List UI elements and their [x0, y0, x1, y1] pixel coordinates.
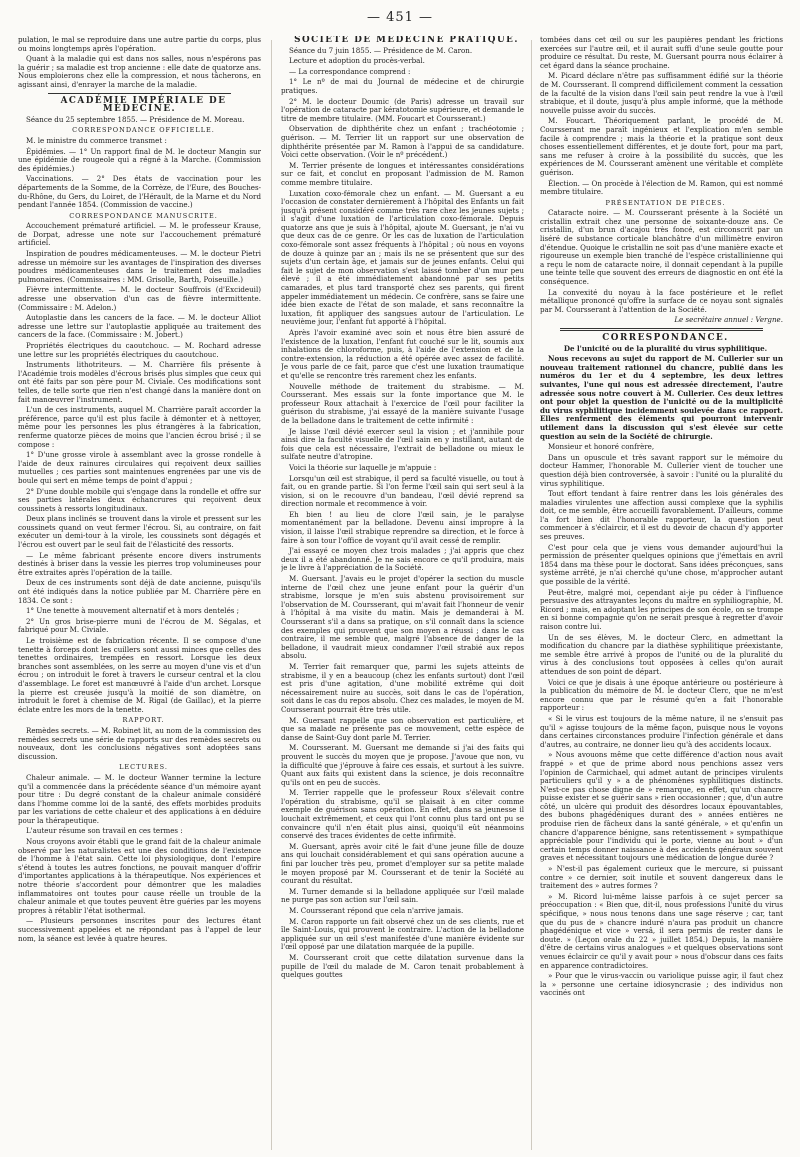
column-right	[540, 36, 783, 1148]
paragraph: M. Picard déclare n'être pas suffisamment édifié sur la théorie de M. Coursserant. Il comprend difficilement comment la cessation de la faculté de la vision dans l'œil sain peut rendre la vue à l'œil strabique, et il doute, jusqu'à plus ample informé, que la méthode nouvelle puisse avoir du succès.	[540, 71, 783, 115]
column-divider	[271, 40, 272, 1150]
paragraph: Vaccinations. — 2° Des états de vaccination pour les départements de la Somme, de la Corrèze, de l'Eure, des Bouches-du-Rhône, du Gers, du Loiret, de l'Hérault, de la Marne et du Nord pendant l'année 1854. (Commission de vaccine.)	[18, 174, 261, 210]
paragraph: — Le même fabricant présente encore divers instruments destinés à briser dans la vessie les pierres trop volumineuses pour être extraites après l'opération de la taille.	[18, 550, 261, 577]
secretary-signature: Le secrétaire annuel : Vergne.	[674, 315, 783, 325]
paragraph: Quant à la maladie qui est dans nos salles, nous n'espérons pas la guérir ; sa maladie est trop ancienne : elle date de quatorze ans. Nous emploierons chez elle la compression, et nous tâcherons, en agissant ainsi, d'enrayer la marche de la maladie.	[18, 54, 261, 89]
paragraph: L'auteur résume son travail en ces termes :	[26, 826, 183, 836]
page-number: — 451 —	[366, 10, 434, 25]
paragraph: Chaleur animale. — M. le docteur Wanner termine la lecture qu'il a commencée dans la précédente séance d'un mémoire ayant pour titre : Du degré constant de la chaleur animale considéré dans l'homme comme loi de la santé, des effets morbides produits par les variations de cette chaleur et des applications à en déduire pour la thérapeutique.	[18, 772, 261, 825]
paragraph: M. le ministre du commerce transmet :	[26, 135, 167, 145]
divider	[48, 93, 231, 94]
paragraph: J'ai essayé ce moyen chez trois malades ; j'ai appris que chez deux il a été abandonné. Je ne sais encore ce qu'il produira, mais je le livre à l'appréciation de la Société.	[281, 546, 524, 573]
paragraph: M. Guersant. J'avais eu le projet d'opérer la section du muscle interne de l'œil chez une jeune enfant pour la guérir d'un strabisme, lorsque je m'en suis abstenu provisoirement sur l'observation de M. Coursserant, qui m'avait fait l'honneur de venir à l'hôpital à ma visite du matin. Mais je demanderai à M. Coursserant s'il a dans sa pratique, on s'il connaît dans la science des exemples qui prouvent que son moyen a réussi ; dans le cas contraire, il me semble que, malgré l'absence de danger de la belladone, il vaudrait mieux condamner l'œil strabié aux repos absolu.	[281, 574, 524, 661]
divider	[560, 328, 763, 331]
paragraph: C'est pour cela que je viens vous demander aujourd'hui la permission de présenter quelques opinions que j'émettais en avril 1854 dans ma thèse pour le doctorat. Sans idées préconçues, sans système arrêté, je n'ai cherché qu'une chose, m'approcher autant que possible de la vérité.	[540, 542, 783, 587]
paragraph: Nouvelle méthode de traitement du strabisme. — M. Coursserant. Mes essais sur la fonte importance que M. le professeur Roux attachait à l'exercice de l'œil pour faciliter la guérison du strabisme, j'ai essayé de la manière suivante l'usage de la belladone dans le traitement de cette infirmité :	[281, 381, 524, 425]
paragraph: M. Guersant rappelle que son observation est particulière, et que sa malade ne présente pas ce mouvement, cette espèce de danse de Saint-Guy dont parle M. Terrier.	[281, 715, 524, 742]
session-line: Séance du 7 juin 1855. — Présidence de M. Caron.	[289, 45, 473, 55]
paragraph: M. Turner demande si la belladone appliquée sur l'œil malade ne purge pas son action sur l'œil sain.	[281, 886, 524, 905]
paragraph: — La correspondance comprend :	[289, 66, 411, 76]
paragraph: M. Coursserant. M. Guersant me demande si j'ai des faits qui prouvent le succès du moyen que je propose. J'avoue que non, vu la difficulté que j'éprouve à faire ces essais, et surtout à les suivre. Quant aux faits qui existent dans la science, je dois reconnaître qu'ils ont en peu de succès.	[281, 743, 524, 787]
paragraph: Deux de ces instruments sont déjà de date ancienne, puisqu'ils ont été indiqués dans la notice publiée par M. Charrière père en 1834. Ce sont :	[18, 578, 261, 605]
paragraph: Je laisse l'œil dévié exercer seul la vision ; et j'annihile pour ainsi dire la faculté visuelle de l'œil sain en y instillant, autant de fois que cela est nécessaire, l'extrait de belladone ou mieux le sulfate neutre d'atropine.	[281, 426, 524, 462]
column-middle	[281, 36, 524, 1148]
paragraph: Observation de diphthérite chez un enfant ; trachéotomie ; guérison. — M. Terrier lit un rapport sur une observation de diphthérite présentée par M. Ramon à l'appui de sa candidature. Voici cette observation. (Voir le nº précédent.)	[281, 124, 524, 160]
paragraph: 1° Une tenette à mouvement alternatif et à mors dentelés ;	[26, 606, 240, 616]
paragraph: Lecture et adoption du procès-verbal.	[289, 56, 425, 66]
column-left	[18, 36, 261, 1148]
section-title-society: SOCIÉTÉ DE MÉDECINE PRATIQUE.	[294, 36, 519, 45]
paragraph: Voici la théorie sur laquelle je m'appuie :	[289, 462, 437, 472]
paragraph: Instruments lithotriteurs. — M. Charrière fils présente à l'Académie trois modèles d'écrous brisés plus simples que ceux qui ont été faits par son père pour M. Civiale. Ces modifications sont telles, de telle sorte que rien n'est changé dans la manière dont on fait manœuvrer l'instrument.	[18, 360, 261, 404]
paragraph: Cataracte noire. — M. Coursserant présente à la Société un cristallin extrait chez une personne de soixante-douze ans. Ce cristallin, d'un brun d'acajou très foncé, est circonscrit par un liséré de substance corticale blanchâtre d'un millimètre environ d'étendue. Quoique le cristallin ne soit pas d'une manière exacte et rigoureuse un exemple bien tranché de l'espèce cristallinienne qui a reçu le nom de cataracte noire, il donnait cependant à la pupille une teinte telle que souvent des erreurs de diagnostic en ont été la conséquence.	[540, 208, 783, 287]
paragraph: 2° Un gros brise-pierre muni de l'écrou de M. Ségalas, et fabriqué pour M. Civiale.	[18, 616, 261, 635]
subheading-pieces: PRÉSENTATION DE PIÈCES.	[605, 198, 726, 207]
paragraph: Nous recevons au sujet du rapport de M. Cullerier sur un nouveau traitement rationnel du chancre, publié dans les numéros du 1er et du 4 septembre, les deux lettres suivantes, l'une qui nous est adressée directement, l'autre adressée sous notre couvert à M. Cullerier. Ces deux lettres ont pour objet la question de l'unicité ou de la multiplicité du virus syphilitique incidemment soulevée dans ce rapport. Elles renferment des éléments qui pourront intervenir utilement dans la discussion qui s'est élevée sur cette question au sein de la Société de chirurgie.	[540, 354, 783, 441]
paragraph: — Plusieurs personnes inscrites pour des lectures étant successivement appelées et ne répondant pas à l'appel de leur nom, la séance est levée à quatre heures.	[18, 916, 261, 943]
paragraph: M. Terrier rappelle que le professeur Roux s'élevait contre l'opération du strabisme, qu'il se plaisait à en citer comme exemple de guérison sans opération. En effet, dans sa jeunesse il louchait extrêmement, et ceux qui l'ont connu plus tard ont pu se convaincre qu'il n'en était plus ainsi, quoiqu'il eût néanmoins conservé des traces évidentes de cette infirmité.	[281, 788, 524, 841]
paragraph: 1° Le nº de mai du Journal de médecine et de chirurgie pratiques.	[281, 77, 524, 95]
paragraph: L'un de ces instruments, auquel M. Charrière paraît accorder la préférence, parce qu'il est plus facile à démonter et à nettoyer, même pour les personnes les plus étrangères à la fabrication, renferme quatorze pièces de moins que l'ancien écrou brisé ; il se compose :	[18, 405, 261, 449]
subheading-official-corr: CORRESPONDANCE OFFICIELLE.	[72, 126, 215, 135]
paragraph: Voici ce que je disais à une époque antérieure ou postérieure à la publication du mémoire de M. le docteur Clerc, que ne m'est encore connu que par le résumé qu'en a fait l'honorable rapporteur :	[540, 677, 783, 713]
paragraph: Inspiration de poudres médicamenteuses. — M. le docteur Pietri adresse un mémoire sur les avantages de l'inspiration des diverses poudres médicamenteuses dans le traitement des maladies pulmonaires. (Commissaires : MM. Grisolle, Barth, Poiseuille.)	[18, 249, 261, 284]
paragraph: M. Coursserant croit que cette dilatation survenue dans la pupille de l'œil du malade de M. Caron tenait probablement à quelques gouttes	[281, 952, 524, 980]
paragraph: » Nous avouons même que cette différence d'action nous avait frappé » et que de prime abord nous penchions assez vers l'opinion de Carmichael, qui admet autant de principes virulents particuliers qu'il y » a de phénomènes syphilitiques distincts. N'est-ce pas chose digne de » remarque, en effet, qu'un chancre puisse exister et se guérir sans » rien occasionner ; que, d'un autre côté, un ulcère qui produit des désordres locaux épouvantables, des bubons phagédéniques durant des » années entières ne produise rien de fâcheux dans la santé générale, » et qu'enfin un chancre d'apparence bénigne, sans retentissement » sympathique appréciable pour l'individu qui le porte, vienne au bout » d'un certain temps donner naissance à des accidents généraux souvent graves et nécessitant toujours une médication de longue durée ?	[540, 750, 783, 863]
paragraph: 2° M. le docteur Doumic (de Paris) adresse un travail sur l'opération de cataracte par kératotomie supérieure, et demande le titre de membre titulaire. (MM. Foucart et Coursserant.)	[281, 96, 524, 123]
paragraph: M. Guersant, après avoir cité le fait d'une jeune fille de douze ans qui louchait considérablement et qui sans opération aucune a fini par loucher très peu, promet d'employer sur sa petite malade le moyen proposé par M. Coursserant et de tenir la Société au courant du résultat.	[281, 841, 524, 886]
paragraph: pulation, le mal se reproduire dans une autre partie du corps, plus ou moins longtemps après l'opération.	[18, 36, 261, 53]
paragraph: Fièvre intermittente. — M. le docteur Souffrois (d'Excideuil) adresse une observation d'un cas de fièvre intermittente. (Commissaire : M. Adelon.)	[18, 285, 261, 312]
paragraph: « Si le virus est toujours de la même nature, il ne s'ensuit pas qu'il » agisse toujours de la même façon, puisque nous le voyons dans certaines circonstances produire l'infection générale et dans d'autres, au contraire, ne donner lieu qu'à des accidents locaux.	[540, 713, 783, 749]
session-line: Séance du 25 septembre 1855. — Présidence de M. Moreau.	[26, 114, 245, 124]
paragraph: Luxation coxo-fémorale chez un enfant. — M. Guersant a eu l'occasion de constater dernièrement à l'hôpital des Enfants un fait jusqu'à présent considéré comme très rare chez les jeunes sujets ; il s'agit d'une luxation de l'articulation coxo-fémorale. Depuis quatorze ans que je suis à l'hôpital, ajoute M. Guersant, je n'ai vu que deux cas de ce genre. Or les cas de luxation de l'articulation coxo-fémorale sont assez fréquents à l'hôpital ; où nous en voyons de douze à quinze par an ; mais ils ne se présentent que sur des sujets d'un certain âge, et jamais sur de jeunes enfants. Celui qui fait le sujet de mon observation s'est laissé tomber d'un mur peu élevé ; il a été immédiatement abandonné par ses petits camarades, et plus tard transporté chez ses parents, qui firent appeler immédiatement un médecin. Ce confrère, sans se faire une idée bien exacte de l'état de son malade, et sans reconnaître la luxation, fit appliquer des sangsues autour de l'articulation. Le neuvième jour, l'enfant fut apporté à l'hôpital.	[281, 188, 524, 327]
paragraph: Élection. — On procède à l'élection de M. Ramon, qui est nommé membre titulaire.	[540, 178, 783, 197]
paragraph: Monsieur et honoré confrère,	[548, 442, 655, 452]
subheading-lectures: LECTURES.	[119, 763, 168, 772]
paragraph: » M. Ricord lui-même laisse parfois à ce sujet percer sa préoccupation : « Bien que, dit-il, nous professions l'unité du virus spécifique, » nous nous tenons dans une sage réserve ; car, tant que du pus de » chancre induré n'aura pas produit un chancre phagédénique et vice » versâ, il sera permis de rester dans le doute. » (Leçon orale du 22 » juillet 1854.) Depuis, la manière d'être de certains virus analogues » et quelques observations sont venues éclaircir ce qu'il y avait pour » nous d'obscur dans ces faits en apparence contradictoires.	[540, 891, 783, 970]
paragraph: Dans un opuscule et très savant rapport sur le mémoire du docteur Hammer, l'honorable M. Cullerier vient de toucher une question déjà bien controversée, à savoir : l'unité ou la pluralité du virus syphilitique.	[540, 452, 783, 488]
paragraph: Épidémies. — 1° Un rapport final de M. le docteur Mangin sur une épidémie de rougeole qui a régné à la Marche. (Commission des épidémies.)	[18, 146, 261, 173]
paragraph: Accouchement prématuré artificiel. — M. le professeur Krause, de Dorpat, adresse une note sur l'accouchement prématuré artificiel.	[18, 221, 261, 248]
paragraph: » N'est-il pas également curieux que le mercure, si puissant contre » ce dernier, soit inutile et souvent dangereux dans le traitement des » autres formes ?	[540, 864, 783, 891]
section-title-correspondance: CORRESPONDANCE.	[602, 333, 729, 343]
paragraph: 2° D'une double mobile qui s'engage dans la rondelle et offre sur ses parties latérales deux échancrures qui reçoivent deux coussinets à ressorts longitudinaux.	[18, 486, 261, 513]
paragraph: Propriétés électriques du caoutchouc. — M. Rochard adresse une lettre sur les propriétés électriques du caoutchouc.	[18, 341, 261, 359]
paragraph: tombées dans cet œil ou sur les paupières pendant les frictions exercées sur l'autre œil, et il aurait suffi d'une seule goutte pour produire ce résultat. Du reste, M. Guersant pourra nous éclairer à cet égard dans la séance prochaine.	[540, 36, 783, 70]
paragraph: Remèdes secrets. — M. Robinet lit, au nom de la commission des remèdes secrets une série de rapports sur des remèdes secrets ou nouveaux, dont les conclusions négatives sont adoptées sans discussion.	[18, 725, 261, 761]
paragraph: Un de ses élèves, M. le docteur Clerc, en admettant la modification du chancre par la diathèse syphilitique préexistante, me semble être arrivé à propos de l'unité ou de la pluralité du virus à des conclusions tout opposées à celles qu'on aurait attendues de son point de départ.	[540, 632, 783, 676]
paragraph: Tout effort tendant à faire rentrer dans les lois générales des maladies virulentes une affection aussi complexe que la syphilis doit, ce me semble, être accueilli favorablement. D'ailleurs, comme l'a fort bien dit l'honorable rapporteur, la question peut commencer à s'éclaircir, et il est du devoir de chacun d'y apporter ses preuves.	[540, 489, 783, 542]
subheading-rapport: RAPPORT.	[122, 716, 165, 725]
paragraph: Autoplastie dans les cancers de la face. — M. le docteur Alliot adresse une lettre sur l'autoplastie appliquée au traitement des cancers de la face. (Commissaire : M. Jobert.)	[18, 313, 261, 340]
paragraph: M. Terrier fait remarquer que, parmi les sujets atteints de strabisme, il y en a beaucoup (chez les enfants surtout) dont l'œil est pris d'une agitation, d'une mobilité extrême qui doit nécessairement nuire au succès, soit dans le cas de l'opération, soit dans le cas du repos absolu. Chez ces malades, le moyen de M. Coursserant pourrait être très utile.	[281, 661, 524, 714]
paragraph: Nous croyons avoir établi que le grand fait de la chaleur animale observé par les naturalistes est une des conditions de l'existence de l'homme à l'état sain. Cette loi physiologique, dont l'empire s'étend à toutes les autres fonctions, ne pouvait manquer d'offrir d'importantes applications à la thérapeutique. Nos expériences et notre théorie s'accordent pour démontrer que les maladies inflammatoires ont toutes pour cause réelle un trouble de la chaleur animale et que toutes peuvent être guéries par les moyens propres à rétablir l'état isothermal.	[18, 837, 261, 915]
paragraph: M. Coursserant répond que cela n'arrive jamais.	[289, 906, 464, 915]
paragraph: M. Foucart. Théoriquement parlant, le procédé de M. Coursserant me paraît ingénieux et l'explication m'en semble facile à comprendre ; mais la théorie et la pratique sont deux choses essentiellement différentes, et je doute fort, pour ma part, sans me refuser à croire à la possibilité du succès, que les expériences de M. Coursserant amènent une véritable et complète guérison.	[540, 116, 783, 177]
paragraph: Eh bien ! au lieu de clore l'œil sain, je le paralyse momentanément par la belladone. Devenu ainsi impropre à la vision, il laisse l'œil strabique reprendre sa direction, et le force à faire à son tour l'office de voyant qu'il avait cessé de remplir.	[281, 509, 524, 545]
paragraph: 1° D'une grosse virole à assemblant avec la grosse rondelle à l'aide de deux rainures circulaires qui reçoivent deux saillies mutuelles ; ces parties sont maintenues engrenées par une vis de boule qui sert en même temps de point d'appui ;	[18, 450, 261, 485]
paragraph: » Pour que le virus-vaccin ou variolique puisse agir, il faut chez la » personne une certaine idiosyncrasie ; des individus non vaccinés ont	[540, 971, 783, 998]
section-title-academy: ACADÉMIE IMPÉRIALE DE MÉDECINE.	[60, 95, 227, 115]
paragraph: Après l'avoir examiné avec soin et nous être bien assuré de l'existence de la luxation, l'enfant fut couché sur le lit, soumis aux inhalations de chloroforme, puis, à l'aide de l'extension et de la contre-extension, la réduction a été opérée avec assez de facilité. Je vous parle de ce fait, parce que c'est une luxation traumatique et qu'elle se rencontre très rarement chez les enfants.	[281, 328, 524, 380]
paragraph: M. Terrier présente de longues et intéressantes considérations sur ce fait, et conclut en proposant l'admission de M. Ramon comme membre titulaire.	[281, 160, 524, 187]
paragraph: Deux plans inclinés se trouvent dans la virole et pressent sur les coussinets quand on veut fermer l'écrou. Si, au contraire, on fait exécuter un demi-tour à la virole, les coussinets sont dégagés et l'écrou est ouvert par le seul fait de l'élasticité des ressorts.	[18, 514, 261, 550]
paragraph: Le troisième est de fabrication récente. Il se compose d'une tenette à forceps dont les cuillers sont aussi minces que celles des tenettes ordinaires, trempées en ressort. Lorsque les deux branches sont assemblées, on les serre au moyen d'une vis et d'un écrou ; on introduit le foret à travers le curseur central et la clou d'assemblage. Le foret est manœuvré à l'aide d'un archet. Lorsque la pierre est creusée jusqu'à la moitié de son diamètre, on introduit le foret à chemise de M. Rigal (de Gaillac), et la pierre éclate entre les mors de la tenette.	[18, 636, 261, 714]
paragraph: Lorsqu'un œil est strabique, il perd sa faculté visuelle, ou tout à fait, ou en grande partie. Si l'on ferme l'œil sain qui sert seul à la vision, si on le recouvre d'un bandeau, l'œil dévié reprend sa direction normale et recommence à voir.	[281, 473, 524, 509]
column-divider	[531, 40, 532, 1150]
subheading-manuscript-corr: CORRESPONDANCE MANUSCRITE.	[69, 211, 218, 220]
paragraph: Peut-être, malgré moi, cependant ai-je pu céder à l'influence persuasive des attrayantes leçons du maître en syphiliographie, M. Ricord ; mais, en adoptant les principes de son école, on se trompe en si bonne compagnie qu'on ne serait presque à regretter d'avoir raison contre lui.	[540, 587, 783, 631]
subsection-title: De l'unicité ou de la pluralité du virus syphilitique.	[563, 343, 768, 353]
paragraph: M. Caron rapporte un fait observé chez un de ses clients, rue et île Saint-Louis, qui prouvent le contraire. L'action de la belladone appliquée sur un œil s'est manifestée d'une manière évidente sur l'œil opposé par une dilatation marquée de la pupille.	[281, 916, 524, 952]
page-header	[20, 10, 780, 30]
paragraph: La convexité du noyau à la face postérieure et le reflet métallique prononcé qu'offre la surface de ce noyau sont signalés par M. Coursserant à l'attention de la Société.	[540, 287, 783, 314]
